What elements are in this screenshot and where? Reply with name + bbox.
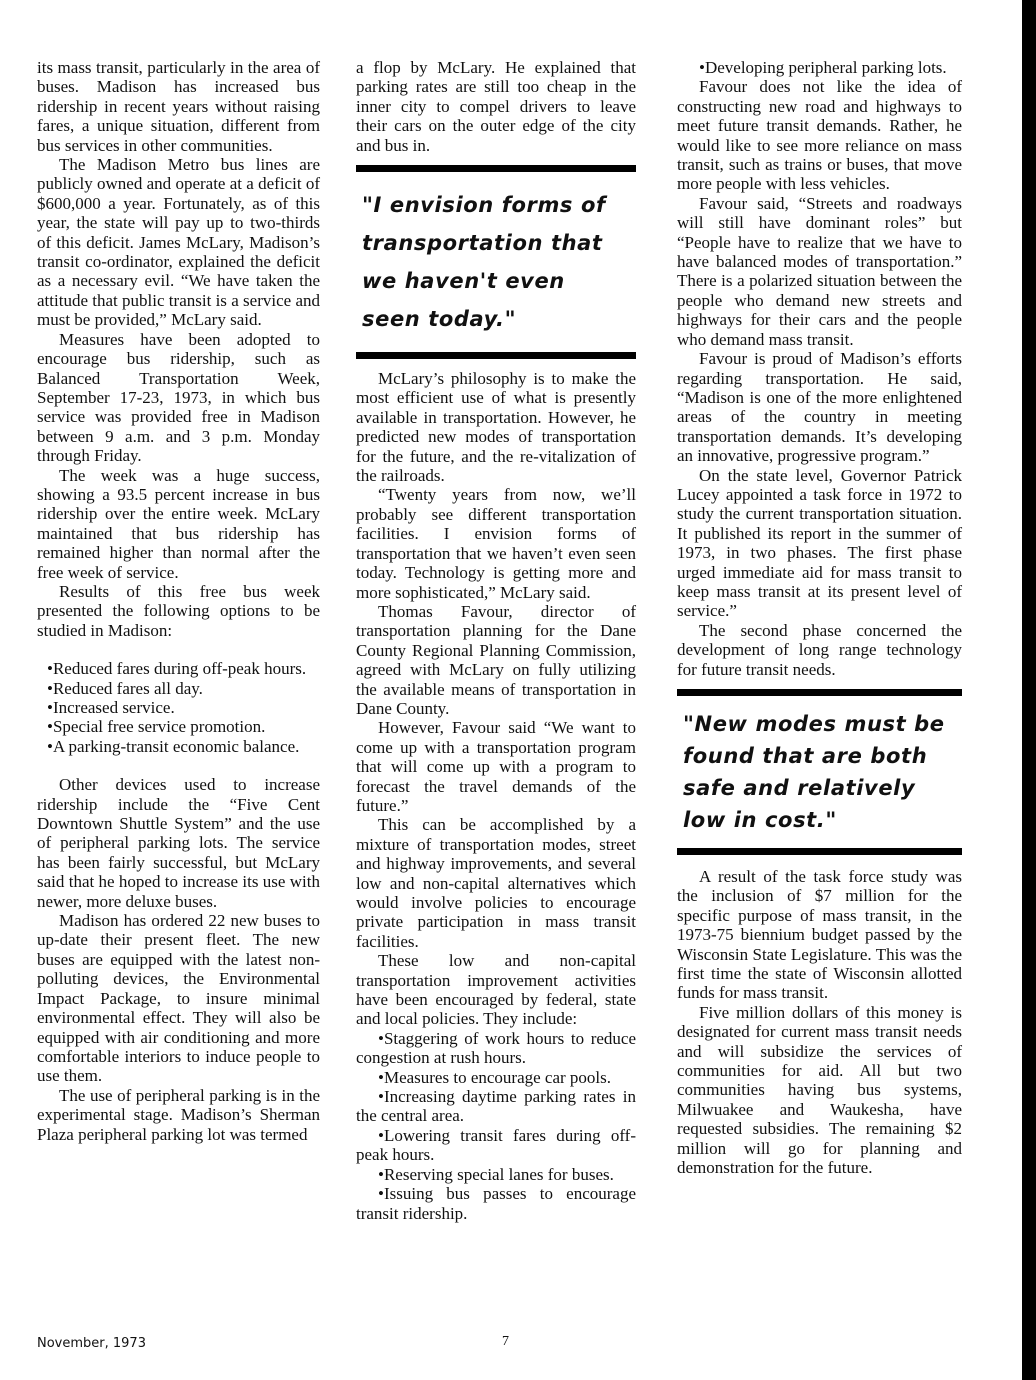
bullet-item: •Measures to encourage car pools.: [378, 1067, 612, 1087]
bullet-item: •Lowering transit fares during off-peak hours.: [356, 1125, 636, 1165]
paragraph: On the state level, Governor Patrick Lucey appointed a task force in 1972 to study the current transportation situation. It published its report in the summer of 1973, in two phases. The first phase urged immediate aid for mass transit to keep mass transit at its present level of service.”: [677, 465, 962, 621]
bullet-item: •A parking-transit economic balance.: [47, 736, 300, 756]
paragraph: Madison has ordered 22 new buses to up-date their present fleet. The new buses are equipped with the latest non-polluting devices, the Environmental Impact Package, to insure minimal environmental effect. They will also be equipped with air conditioning and more comfortable interiors to induce people to use them.: [37, 911, 320, 1086]
issue-date: November, 1973: [37, 1336, 146, 1351]
paragraph: Other devices used to increase ridership include the “Five Cent Downtown Shuttle System” and the use of peripheral parking lots. The service has been fairly successful, but McLary said that he hoped to increase its use with newer, more deluxe buses.: [37, 775, 320, 911]
page-number: 7: [502, 1334, 509, 1349]
bullet-item: •Developing peripheral parking lots.: [699, 58, 947, 77]
paragraph: Five million dollars of this money is designated for current mass transit needs and will subsidize the services of communities for aid. All but two communities having bus systems, Milwuakee and Waukesha, have requested subsidies. The remaining $2 million will go for planning and demonstration for the future.: [677, 1002, 962, 1178]
article-column-1: [37, 58, 320, 1144]
paragraph: However, Favour said “We want to come up with a transportation program that will come up with a program to forecast the travel demands of the future.”: [356, 718, 636, 815]
page-edge-bar: [1022, 0, 1036, 1380]
pull-quote: "I envision forms of transportation that we haven't even seen today.": [356, 165, 636, 359]
paragraph: Favour is proud of Madison’s efforts regarding transportation. He said, “Madison is one of the more enlightened areas of the country in meeting transportation demands. It’s developing an innovative, progressive program.”: [677, 349, 962, 466]
bullet-item: •Issuing bus passes to encourage transit ridership.: [356, 1184, 636, 1223]
paragraph: The second phase concerned the development of long range technology for future transit needs.: [677, 620, 962, 679]
paragraph: Measures have been adopted to encourage bus ridership, such as Balanced Transportation Week, September 17-23, 1973, in which bus service was provided free in Madison between 9 a.m. and 3 p.m. Monday through Friday.: [37, 329, 320, 466]
paragraph: The week was a huge success, showing a 93.5 percent increase in bus ridership over the entire week. McLary maintained that bus ridership has remained higher than normal after the free week of service.: [37, 465, 320, 582]
paragraph: McLary’s philosophy is to make the most efficient use of what is presently available in transportation. However, he predicted new modes of transportation for the future, and the re-vitalization of the railroads.: [356, 369, 636, 486]
bullet-item: •Increasing daytime parking rates in the central area.: [356, 1087, 636, 1126]
paragraph: “Twenty years from now, we’ll probably see different transportation facilities. I envision forms of transportation that we haven’t even seen today. Technology is getting more and more sophisticated,” McLary said.: [356, 485, 636, 602]
article-column-2: [356, 58, 636, 1223]
paragraph: This can be accomplished by a mixture of transportation modes, street and highway improvements, and several low and non-capital alternatives which would involve policies to encourage private participation in mass transit facilities.: [356, 815, 636, 951]
paragraph: a flop by McLary. He explained that parking rates are still too cheap in the inner city to compel drivers to leave their cars on the outer edge of the city and bus in.: [356, 58, 636, 155]
bullet-item: •Reserving special lanes for buses.: [378, 1164, 614, 1184]
bullet-item: •Increased service.: [47, 698, 175, 717]
bullet-item: •Staggering of work hours to reduce congestion at rush hours.: [356, 1028, 636, 1068]
bullet-item: •Reduced fares all day.: [47, 678, 203, 698]
bullet-item: •Reduced fares during off-peak hours.: [47, 659, 307, 679]
paragraph: The Madison Metro bus lines are publicly owned and operate at a deficit of $600,000 a year. Fortunately, as of this year, the state will pay up to two-thirds of this deficit. James McLary, Madison’s transit co-ordinator, explained the deficit as a necessary evil. “We have taken the attitude that public transit is a service and must be provided,” McLary said.: [37, 155, 320, 330]
paragraph: Favour does not like the idea of constructing new road and highways to meet future transit demands. Rather, he would like to see more reliance on mass transit, such as trains or buses, that move more people with less vehicles.: [677, 77, 962, 194]
paragraph: Results of this free bus week presented the following options to be studied in Madison:: [37, 581, 320, 640]
paragraph: These low and non-capital transportation improvement activities have been encouraged by federal, state and local policies. They include:: [356, 951, 636, 1029]
paragraph: its mass transit, particularly in the area of buses. Madison has increased bus ridership in recent years without raising fares, a unique situation, different from bus services in other communities.: [37, 58, 320, 155]
pull-quote: "New modes must be found that are both safe and relatively low in cost.": [677, 689, 962, 855]
bullet-item: •Special free service promotion.: [47, 717, 266, 737]
paragraph: A result of the task force study was the inclusion of $7 million for the specific purpose of mass transit, in the 1973-75 biennium budget passed by the Wisconsin State Legislature. This was the first time the state of Wisconsin allotted funds for mass transit.: [677, 867, 962, 1003]
paragraph: Favour said, “Streets and roadways will still have dominant roles” but “People have to realize that we have to have balanced modes of transportation.” There is a polarized situation between the people who demand new streets and highways for their cars and the people who demand mass transit.: [677, 193, 962, 349]
article-column-3: [677, 58, 962, 1178]
paragraph: The use of peripheral parking is in the experimental stage. Madison’s Sherman Plaza peripheral parking lot was termed: [37, 1085, 320, 1144]
paragraph: Thomas Favour, director of transportation planning for the Dane County Regional Planning Commission, agreed with McLary on fully utilizing the available means of transportation in Dane County.: [356, 601, 636, 718]
